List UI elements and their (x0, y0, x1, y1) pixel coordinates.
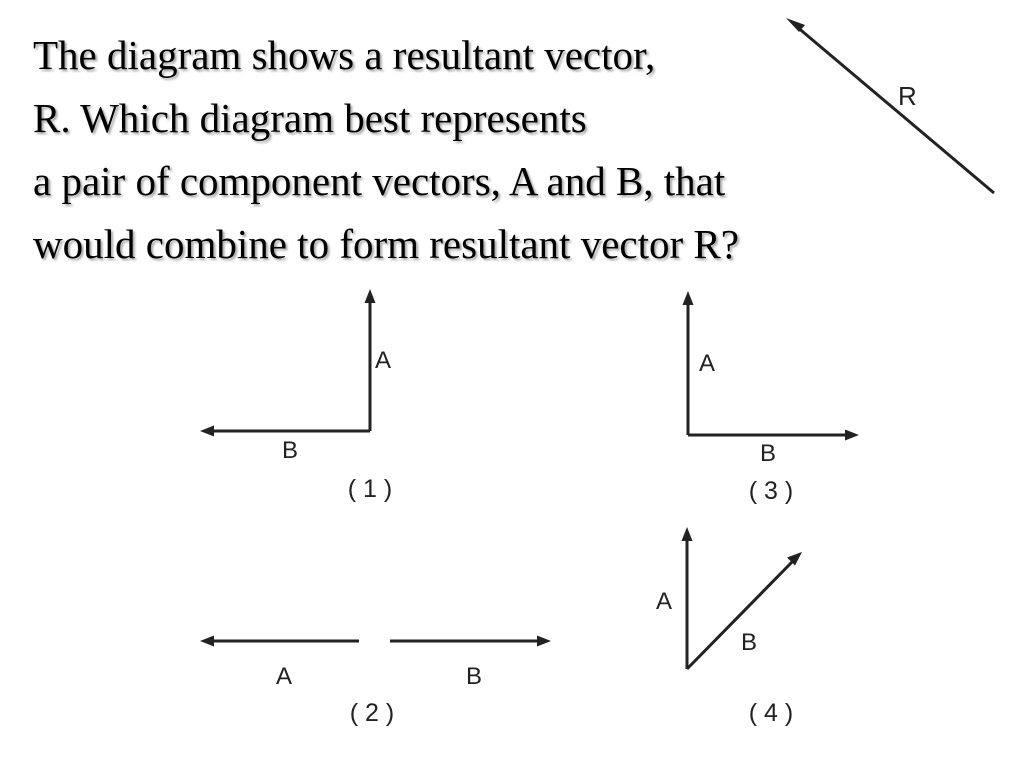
option-4-vector-b (687, 562, 792, 669)
question-line-1: The diagram shows a resultant vector, (33, 32, 656, 78)
resultant-vector-line (796, 26, 994, 193)
resultant-vector (786, 18, 994, 193)
question-line-3: a pair of component vectors, A and B, that (33, 158, 726, 204)
option-1-arrowhead-a (365, 289, 376, 303)
option-1-diagram[interactable] (200, 289, 392, 503)
option-4-number: ( 4 ) (748, 699, 794, 727)
option-3-arrowhead-b (845, 430, 859, 441)
option-1-label-a: A (375, 347, 392, 374)
option-4-arrowhead-a (682, 527, 693, 541)
option-2-diagram[interactable] (200, 636, 551, 728)
option-1-arrowhead-b (200, 426, 214, 437)
option-3-label-a: A (699, 350, 716, 377)
option-3-diagram[interactable] (683, 291, 860, 505)
option-4-label-b: B (741, 629, 758, 656)
resultant-label: R (898, 81, 917, 111)
option-4-label-a: A (656, 588, 673, 615)
option-2-label-a: A (276, 663, 293, 690)
option-3-arrowhead-a (683, 291, 694, 305)
option-1-number: ( 1 ) (347, 475, 393, 503)
question-line-2: R. Which diagram best represents (33, 95, 587, 141)
option-2-label-b: B (466, 663, 483, 690)
option-3-label-b: B (760, 440, 777, 467)
option-2-number: ( 2 ) (349, 699, 395, 727)
option-3-number: ( 3 ) (748, 477, 794, 505)
option-2-arrowhead-b (537, 636, 551, 647)
option-2-arrowhead-a (200, 636, 214, 647)
option-1-label-b: B (282, 437, 299, 464)
option-4-diagram[interactable] (656, 527, 802, 727)
question-line-4: would combine to form resultant vector R? (33, 221, 739, 267)
